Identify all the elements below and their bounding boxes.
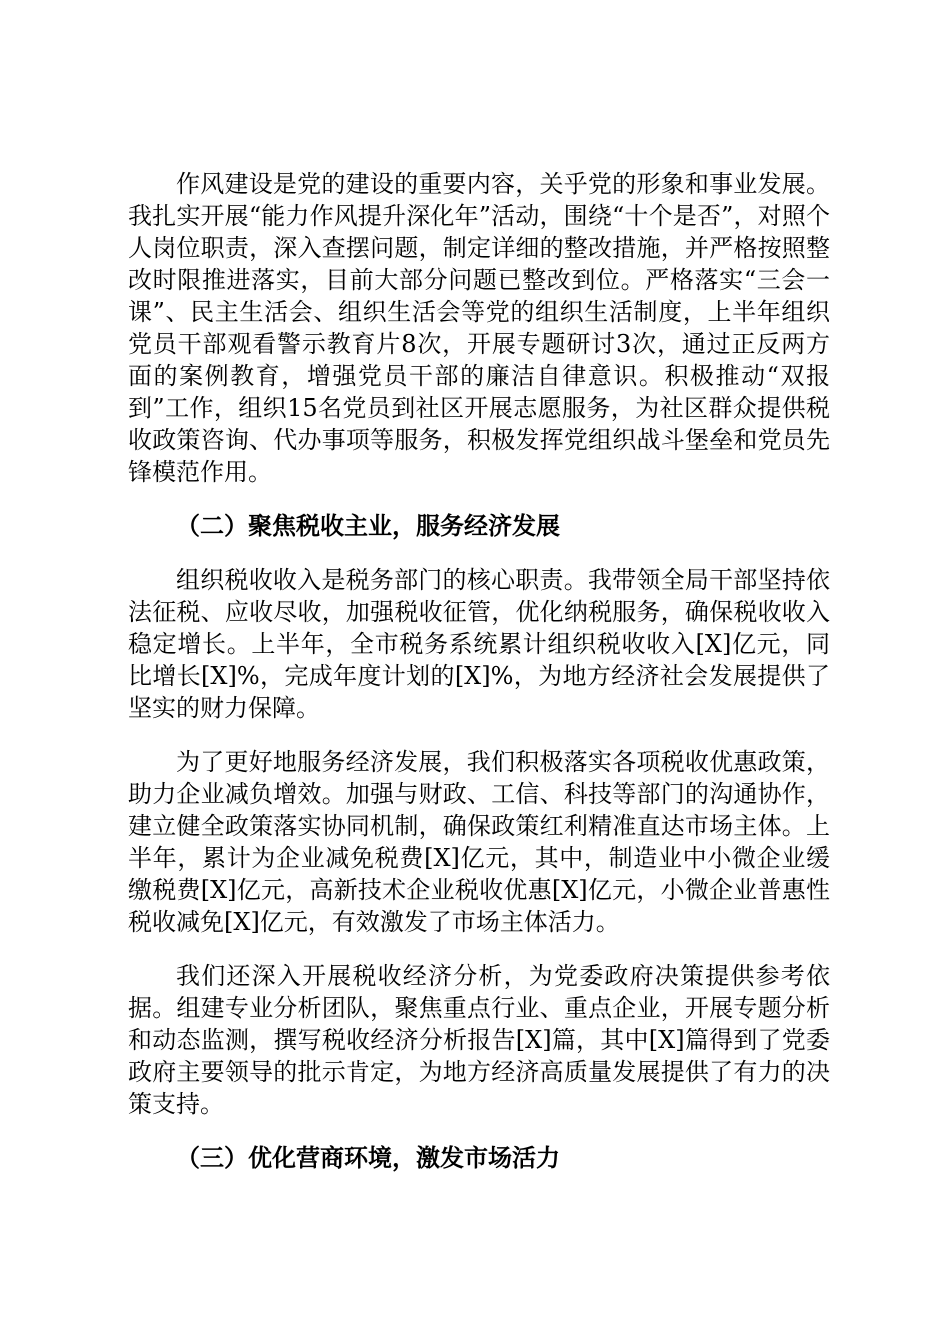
section-heading-business-environment: （三）优化营商环境，激发市场活力 [176,1143,560,1172]
document-body [128,168,830,1196]
paragraph-tax-incentives: 为了更好地服务经济发展，我们积极落实各项税收优惠政策，助力企业减负增效。加强与财政、工信、科技等部门的沟通协作，建立健全政策落实协同机制，确保政策红利精准直达市场主体。上半年，累计为企业减免税费[X]亿元，其中，制造业中小微企业缓缴税费[X]亿元，高新技术企业税收优惠[X]亿元，小微企业普惠性税收减免[X]亿元，有效激发了市场主体活力。 [128,748,830,936]
paragraph-tax-revenue: 组织税收收入是税务部门的核心职责。我带领全局干部坚持依法征税、应收尽收，加强税收征管，优化纳税服务，确保税收收入稳定增长。上半年，全市税务系统累计组织税收收入[X]亿元，同比增长[X]%，完成年度计划的[X]%，为地方经济社会发展提供了坚实的财力保障。 [128,566,830,722]
paragraph-work-style: 作风建设是党的建设的重要内容，关乎党的形象和事业发展。我扎实开展“能力作风提升深化年”活动，围绕“十个是否”，对照个人岗位职责，深入查摆问题，制定详细的整改措施，并严格按照整改时限推进落实，目前大部分问题已整改到位。严格落实“三会一课”、民主生活会、组织生活会等党的组织生活制度，上半年组织党员干部观看警示教育片8次，开展专题研讨3次，通过正反两方面的案例教育，增强党员干部的廉洁自律意识。积极推动“双报到”工作，组织15名党员到社区开展志愿服务，为社区群众提供税收政策咨询、代办事项等服务，积极发挥党组织战斗堡垒和党员先锋模范作用。 [128,170,830,486]
section-heading-tax-focus: （二）聚焦税收主业，服务经济发展 [176,511,560,540]
paragraph-economic-analysis: 我们还深入开展税收经济分析，为党委政府决策提供参考依据。组建专业分析团队，聚焦重点行业、重点企业，开展专题分析和动态监测，撰写税收经济分析报告[X]篇，其中[X]篇得到了党委政府主要领导的批示肯定，为地方经济高质量发展提供了有力的决策支持。 [128,962,830,1118]
